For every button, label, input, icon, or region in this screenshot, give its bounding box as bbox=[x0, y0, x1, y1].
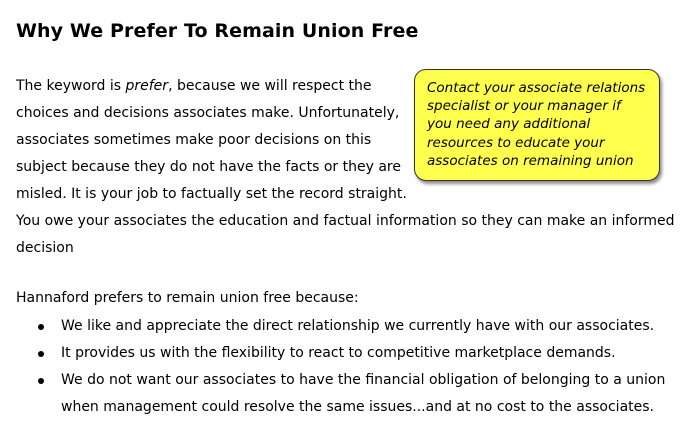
reasons-list bbox=[16, 313, 665, 421]
bullet-icon bbox=[38, 324, 44, 330]
list-item-text: It provides us with the flexibility to react to competitive marketplace demands. bbox=[61, 345, 616, 361]
list-item bbox=[16, 313, 665, 340]
list-item-text: when management could resolve the same issues...and at no cost to the associates. bbox=[61, 399, 654, 415]
callout-line: specialist or your manager if bbox=[427, 98, 621, 115]
bullet-icon bbox=[38, 378, 44, 384]
callout-line: Contact your associate relations bbox=[427, 80, 646, 96]
intro-line: subject because they do not have the facts or they are bbox=[16, 159, 401, 175]
callout-box bbox=[414, 69, 660, 181]
intro-line: decision bbox=[16, 240, 74, 256]
keyword-prefer: prefer bbox=[125, 78, 169, 94]
callout-line: associates on remaining union bbox=[427, 152, 634, 169]
lead-sentence: Hannaford prefers to remain union free because: bbox=[16, 290, 359, 306]
intro-line: associates sometimes make poor decisions on this bbox=[16, 132, 372, 148]
callout-line: you need any additional bbox=[427, 116, 591, 133]
list-item-text: We do not want our associates to have the financial obligation of belonging to a union bbox=[61, 372, 666, 388]
list-item bbox=[16, 340, 665, 367]
intro-text: The keyword is bbox=[16, 78, 126, 94]
list-item-text: We like and appreciate the direct relationship we currently have with our associates. bbox=[61, 318, 655, 334]
bullet-icon bbox=[38, 351, 44, 357]
intro-line: misled. It is your job to factually set the record straight. bbox=[16, 186, 407, 202]
intro-text: , because we will respect the bbox=[168, 78, 372, 94]
intro-line: choices and decisions associates make. Unfortunately, bbox=[16, 105, 400, 121]
page-title: Why We Prefer To Remain Union Free bbox=[16, 20, 419, 42]
intro-line: You owe your associates the education and factual information so they can make an informed bbox=[16, 213, 675, 229]
callout-line: resources to educate your bbox=[427, 134, 605, 151]
list-item bbox=[16, 367, 665, 421]
